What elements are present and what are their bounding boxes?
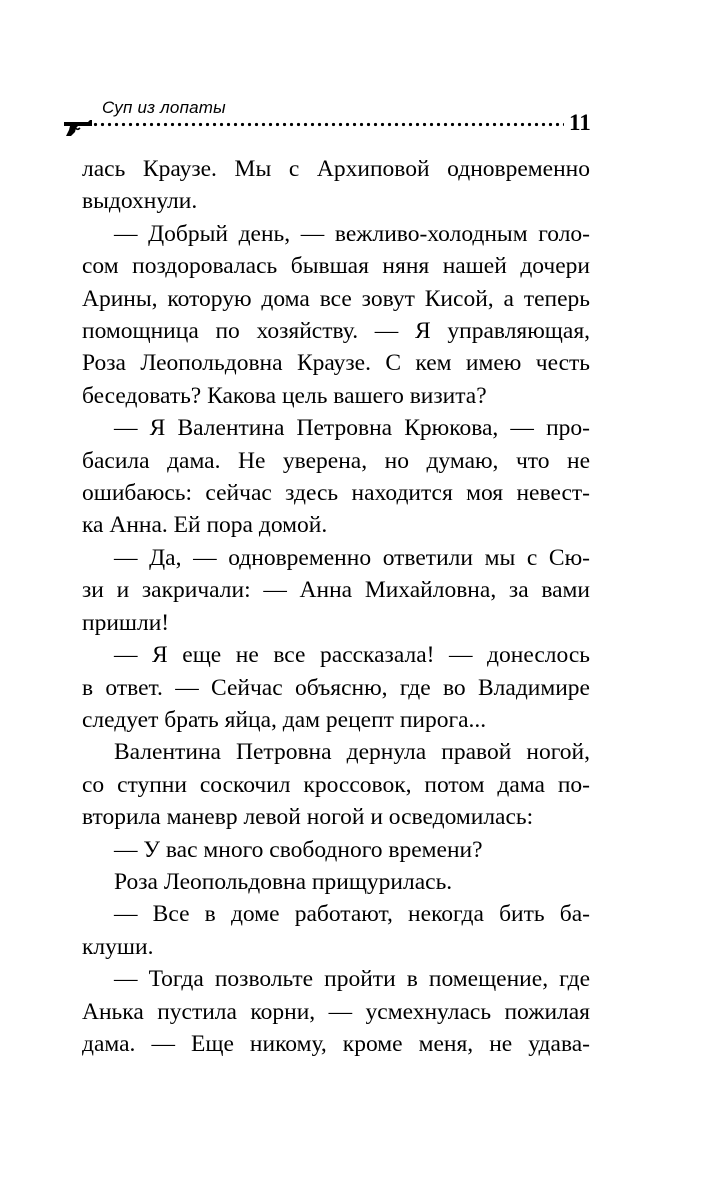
text-line: — Я Валентина Петровна Крюкова, — про- — [114, 415, 590, 442]
text-line: — Все в доме работают, некогда бить ба- — [114, 901, 590, 928]
text-line: — Тогда позвольте пройти в помещение, где — [114, 966, 590, 993]
text-line: следует брать яйца, дам рецепт пирога... — [82, 706, 487, 733]
text-line: вторила маневр левой ногой и осведомилась: — [82, 804, 534, 831]
text-line: — Да, — одновременно ответили мы с Сю- — [114, 544, 590, 571]
text-line: лась Краузе. Мы с Архиповой одновременно — [82, 156, 590, 182]
text-line: Анька пустила корни, — усмехнулась пожилая — [82, 998, 590, 1025]
text-line: помощница по хозяйству. — Я управляющая, — [82, 318, 590, 345]
text-line: в ответ. — Сейчас объясню, где во Владимире — [82, 674, 590, 701]
text-line: дама. — Еще никому, кроме меня, не удава- — [82, 1030, 590, 1057]
text-line: со ступни соскочил кроссовок, потом дама по- — [82, 771, 590, 798]
text-line: зи и закричали: — Анна Михайловна, за вами — [82, 577, 590, 604]
body-text — [82, 153, 590, 1060]
page-header — [62, 96, 622, 144]
page-number: 11 — [569, 110, 591, 135]
text-line: ошибаюсь: сейчас здесь находится моя невест- — [82, 480, 590, 507]
text-line: Валентина Петровна дернула правой ногой, — [114, 739, 590, 766]
text-line: пришли! — [82, 609, 170, 636]
text-line: — У вас много свободного времени? — [114, 836, 483, 863]
text-line: выдохнули. — [82, 188, 198, 215]
text-line: сом поздоровалась бывшая няня нашей дочери — [82, 253, 590, 280]
text-line: ка Анна. Ей пора домой. — [82, 512, 328, 539]
text-line: Арины, которую дома все зовут Кисой, а теперь — [82, 285, 590, 312]
text-line: клуши. — [82, 933, 154, 960]
text-line: беседовать? Какова цель вашего визита? — [82, 382, 487, 409]
running-title: Суп из лопаты — [102, 98, 226, 117]
text-line: Роза Леопольдовна Краузе. С кем имею честь — [82, 350, 590, 377]
pistol-icon — [62, 116, 94, 138]
text-line: басила дама. Не уверена, но думаю, что не — [82, 447, 590, 474]
text-line: — Добрый день, — вежливо-холодным голо- — [114, 220, 590, 247]
dotted-leader — [92, 122, 564, 127]
text-line: — Я еще не все рассказала! — донеслось — [114, 642, 590, 669]
text-line: Роза Леопольдовна прищурилась. — [114, 868, 453, 895]
